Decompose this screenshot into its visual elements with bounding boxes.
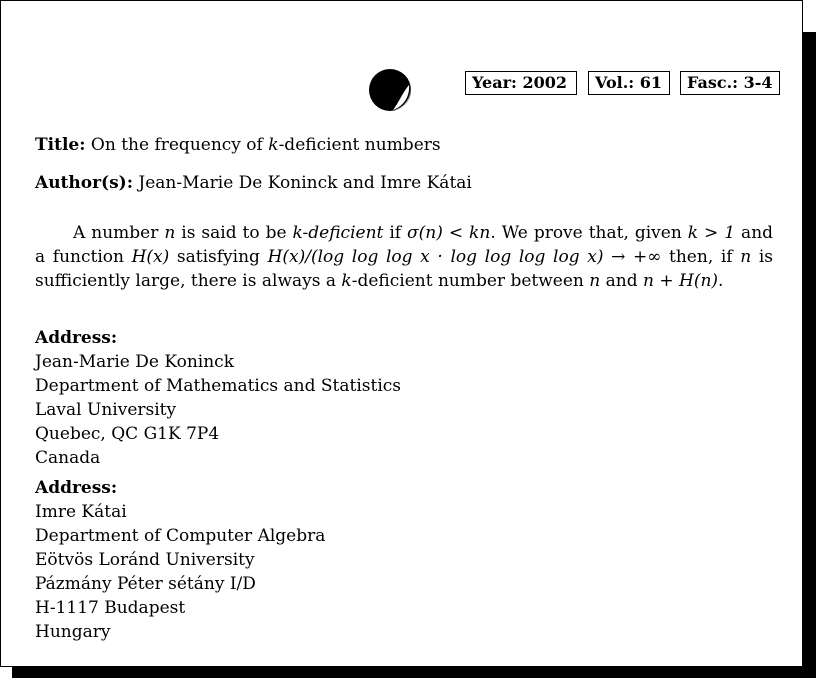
title-row: [35, 134, 441, 156]
address-line: Department of Mathematics and Statistics: [35, 376, 402, 396]
year-badge: Year: 2002: [465, 71, 577, 95]
address-block-2: [35, 476, 325, 644]
address-line: Laval University: [35, 400, 177, 420]
address-line: Jean-Marie De Koninck: [35, 352, 235, 372]
title-label: Title:: [35, 135, 86, 155]
title-text: On the frequency of k-deficient numbers: [90, 135, 441, 155]
address-line: Hungary: [35, 622, 111, 642]
authors-text: Jean-Marie De Koninck and Imre Kátai: [138, 173, 472, 193]
fascicle-badge: Fasc.: 3-4: [680, 71, 780, 95]
address-label: Address:: [35, 328, 118, 348]
address-block-1: [35, 326, 401, 470]
authors-label: Author(s):: [35, 173, 133, 193]
address-label: Address:: [35, 478, 118, 498]
volume-badge: Vol.: 61: [588, 71, 670, 95]
authors-row: [35, 172, 472, 194]
address-line: H-1117 Budapest: [35, 598, 186, 618]
address-line: Eötvös Loránd University: [35, 550, 255, 570]
address-line: Department of Computer Algebra: [35, 526, 326, 546]
address-line: Pázmány Péter sétány I/D: [35, 574, 256, 594]
address-line: Quebec, QC G1K 7P4: [35, 424, 220, 444]
abstract: A number n is said to be k-deficient if σ(n) < kn. We prove that, given k > 1 and a function H(x) satisfying H(x)/(log log log x · log log log log x) → +∞ then, if n is sufficiently large, there is always a k-deficient number between n and n + H(n).: [35, 223, 774, 291]
journal-logo-icon: [368, 68, 412, 112]
address-line: Canada: [35, 448, 101, 468]
address-line: Imre Kátai: [35, 502, 127, 522]
